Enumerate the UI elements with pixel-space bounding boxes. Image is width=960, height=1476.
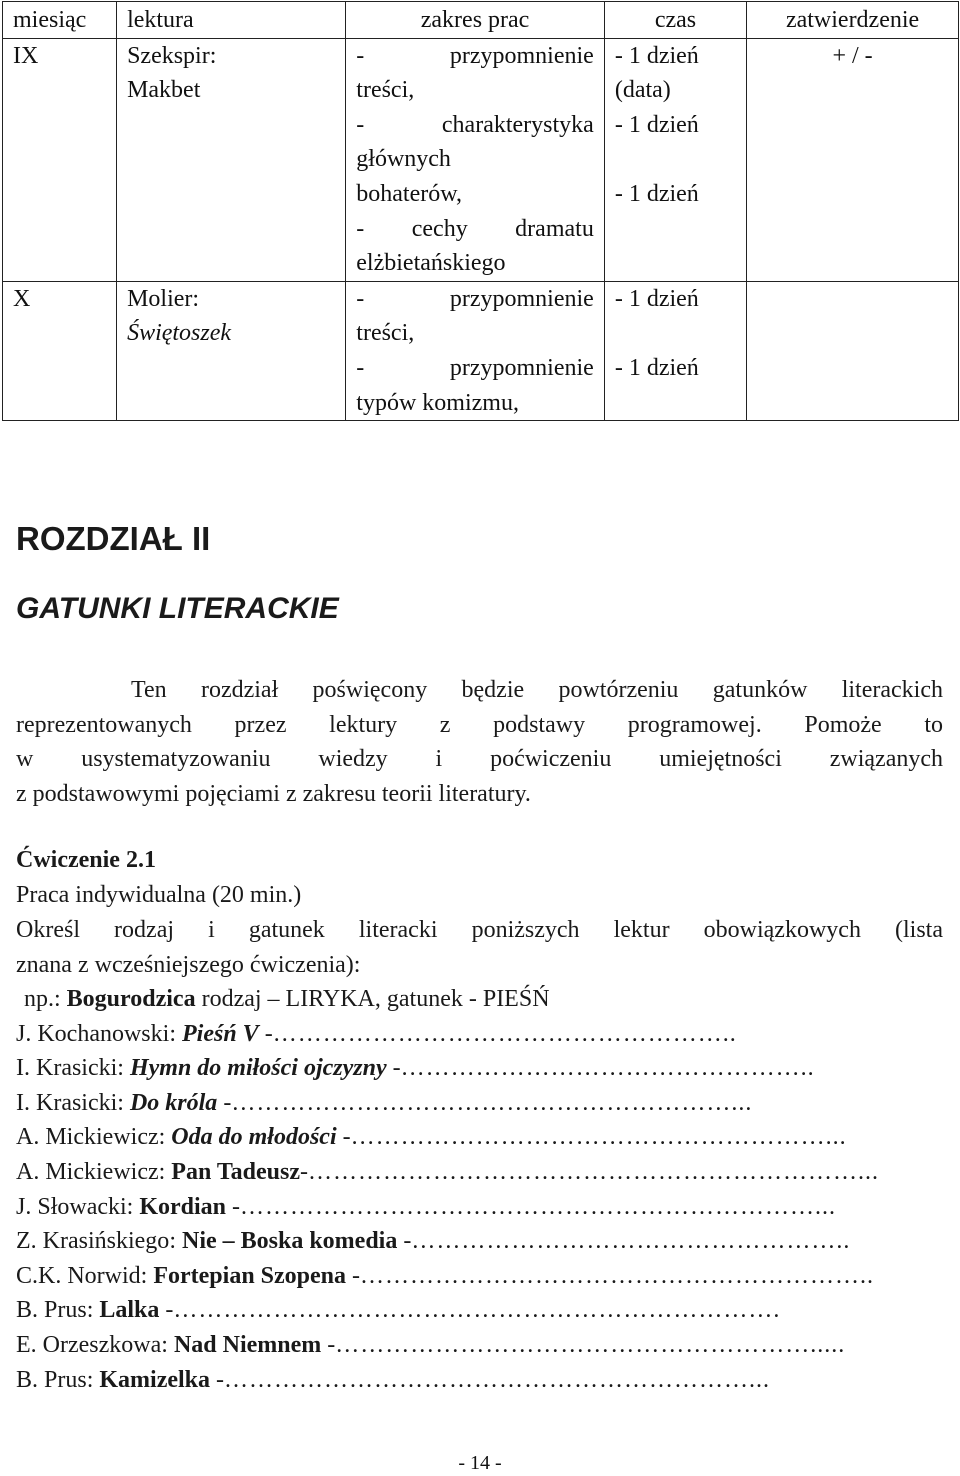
item-separator: :	[161, 1331, 174, 1358]
header-scope: zakres prac	[346, 2, 605, 39]
answer-blank: ……………………………………………………...	[231, 1089, 753, 1116]
item-dash: -	[226, 1193, 241, 1220]
item-author: A. Mickiewicz	[16, 1158, 159, 1185]
time-line: - 1 dzień	[614, 354, 699, 381]
scope-line: - przypomnienie	[356, 42, 594, 69]
item-author: B. Prus	[16, 1297, 87, 1324]
item-title: Lalka	[99, 1297, 160, 1324]
table-header-row	[3, 2, 959, 39]
page-number: - 14 -	[458, 1452, 502, 1474]
item-dash: -	[258, 1020, 273, 1047]
task-line: znana z wcześniejszego ćwiczenia):	[16, 951, 361, 978]
reading-item	[16, 1051, 946, 1086]
item-separator: :	[117, 1055, 130, 1082]
item-separator: :	[169, 1020, 182, 1047]
intro-paragraph	[16, 673, 943, 811]
item-author: I. Krasicki	[16, 1055, 118, 1082]
reading-item	[16, 1017, 946, 1052]
item-dash: -	[397, 1228, 412, 1255]
item-author: J. Słowacki	[16, 1193, 127, 1220]
table-row	[3, 281, 959, 420]
cell-approval: + / -	[747, 38, 959, 281]
item-dash: -	[386, 1055, 401, 1082]
reading-item	[16, 1328, 946, 1363]
chapter-title: ROZDZIAŁ II	[16, 520, 211, 557]
answer-blank: …………………………………………..	[400, 1055, 815, 1082]
answer-blank: ………………………………………………………...	[224, 1366, 771, 1393]
reading-item	[16, 1293, 946, 1328]
intro-line: reprezentowanych przez lektury z podstawy programowej. Pomoże to	[16, 711, 943, 738]
scope-line: - charakterystyka	[356, 111, 594, 138]
scope-line: bohaterów,	[356, 180, 463, 207]
item-author: I. Krasicki	[16, 1089, 118, 1116]
answer-blank: ……………………………………………………..	[360, 1262, 875, 1289]
time-line: - 1 dzień	[614, 180, 699, 207]
scope-line: - przypomnienie	[356, 285, 594, 312]
item-separator: :	[126, 1193, 140, 1220]
answer-blank: ……………………………………………..	[411, 1228, 851, 1255]
reading-item	[16, 1190, 946, 1225]
example-title: Bogurodzica	[66, 986, 196, 1012]
header-reading: lektura	[117, 2, 346, 39]
header-time: czas	[604, 2, 746, 39]
reading-item	[16, 1363, 946, 1398]
item-separator: :	[86, 1297, 100, 1324]
item-title: Kordian	[139, 1193, 227, 1220]
scope-line: typów komizmu,	[356, 389, 519, 416]
scope-line: elżbietańskiego	[356, 250, 506, 277]
readings-list	[16, 982, 946, 1397]
time-line: - 1 dzień	[614, 42, 699, 69]
cell-reading	[117, 281, 346, 420]
item-title: Kamizelka	[99, 1366, 211, 1393]
intro-line: Ten rozdział poświęcony będzie powtórzeniu gatunków literackich	[131, 677, 943, 703]
cell-month: IX	[3, 38, 117, 281]
item-separator: :	[158, 1158, 172, 1185]
item-title: Nad Niemnem	[173, 1331, 322, 1358]
exercise-mode: Praca indywidualna (20 min.)	[16, 882, 302, 908]
item-title: Fortepian Szopena	[153, 1262, 347, 1289]
cell-time	[604, 281, 746, 420]
time-gap	[615, 316, 736, 351]
reading-item	[16, 1086, 946, 1121]
cell-scope	[346, 281, 605, 420]
answer-blank: …………………………………………………...	[350, 1124, 847, 1151]
task-line: Określ rodzaj i gatunek literacki poniższych lektur obowiązkowych (lista	[16, 917, 943, 943]
item-author: C.K. Norwid	[16, 1262, 141, 1289]
item-title: Pieśń V	[182, 1020, 259, 1047]
item-title: Nie – Boska komedia	[181, 1228, 398, 1255]
scope-line: treści,	[356, 77, 415, 104]
reading-title: Świętoszek	[127, 320, 232, 347]
intro-line: w usystematyzowaniu wiedzy i poćwiczeniu umiejętności związanych	[16, 746, 943, 773]
reading-item	[16, 1155, 946, 1190]
cell-approval	[747, 281, 959, 420]
item-separator: :	[158, 1124, 172, 1151]
exercise-title: Ćwiczenie 2.1	[16, 847, 156, 873]
item-author: E. Orzeszkowa	[16, 1331, 162, 1358]
answer-blank: ………………………………………………….....	[335, 1331, 846, 1358]
reading-author: Szekspir:	[127, 42, 217, 69]
scope-line: - cechy dramatu	[356, 215, 594, 242]
item-title: Oda do młodości	[171, 1124, 337, 1151]
item-author: A. Mickiewicz	[16, 1124, 159, 1151]
scope-line: treści,	[356, 320, 415, 347]
answer-blank: ………………………………………………..	[272, 1020, 737, 1047]
reading-author: Molier:	[127, 285, 200, 312]
cell-reading	[117, 38, 346, 281]
cell-scope	[346, 38, 605, 281]
time-line: - 1 dzień	[614, 285, 699, 312]
item-dash: -	[336, 1124, 351, 1151]
example-rest: rodzaj – LIRYKA, gatunek - PIEŚŃ	[195, 986, 550, 1012]
item-title: Pan Tadeusz	[171, 1158, 301, 1185]
item-dash: -	[346, 1262, 361, 1289]
item-title: Do króla	[129, 1089, 218, 1116]
time-gap	[615, 142, 736, 177]
time-line: - 1 dzień	[614, 111, 699, 138]
header-month: miesiąc	[3, 2, 117, 39]
header-approval: zatwierdzenie	[747, 2, 959, 39]
item-dash: -	[321, 1331, 336, 1358]
item-separator: :	[86, 1366, 100, 1393]
answer-blank: ……………………………………………………………...	[240, 1193, 837, 1220]
item-separator: :	[117, 1089, 130, 1116]
intro-line: z podstawowymi pojęciami z zakresu teorii literatury.	[16, 780, 531, 807]
time-line: (data)	[614, 77, 671, 104]
reading-plan-table	[2, 1, 959, 421]
reading-item	[16, 1224, 946, 1259]
scope-line: - przypomnienie	[356, 354, 594, 381]
item-author: J. Kochanowski	[16, 1020, 170, 1047]
item-dash: -	[210, 1366, 225, 1393]
reading-title: Makbet	[127, 77, 201, 104]
item-separator: :	[140, 1262, 154, 1289]
cell-time	[604, 38, 746, 281]
item-dash: -	[159, 1297, 174, 1324]
reading-item	[16, 1120, 946, 1155]
example-prefix: np.:	[24, 986, 67, 1012]
item-title: Hymn do miłości ojczyzny	[129, 1055, 387, 1082]
item-dash: -	[300, 1158, 309, 1185]
reading-item	[16, 1259, 946, 1294]
exercise-task	[16, 913, 943, 982]
chapter-subtitle: GATUNKI LITERACKIE	[16, 592, 339, 625]
answer-blank: ……………………………………………………………….	[173, 1297, 781, 1324]
item-author: Z. Krasińskiego	[16, 1228, 170, 1255]
cell-month: X	[3, 281, 117, 420]
item-author: B. Prus	[16, 1366, 87, 1393]
scope-line: głównych	[356, 146, 451, 173]
example-item	[16, 982, 946, 1017]
item-dash: -	[217, 1089, 232, 1116]
item-separator: :	[169, 1228, 182, 1255]
table-row	[3, 38, 959, 281]
answer-blank: …………………………………………………………...	[308, 1158, 880, 1185]
